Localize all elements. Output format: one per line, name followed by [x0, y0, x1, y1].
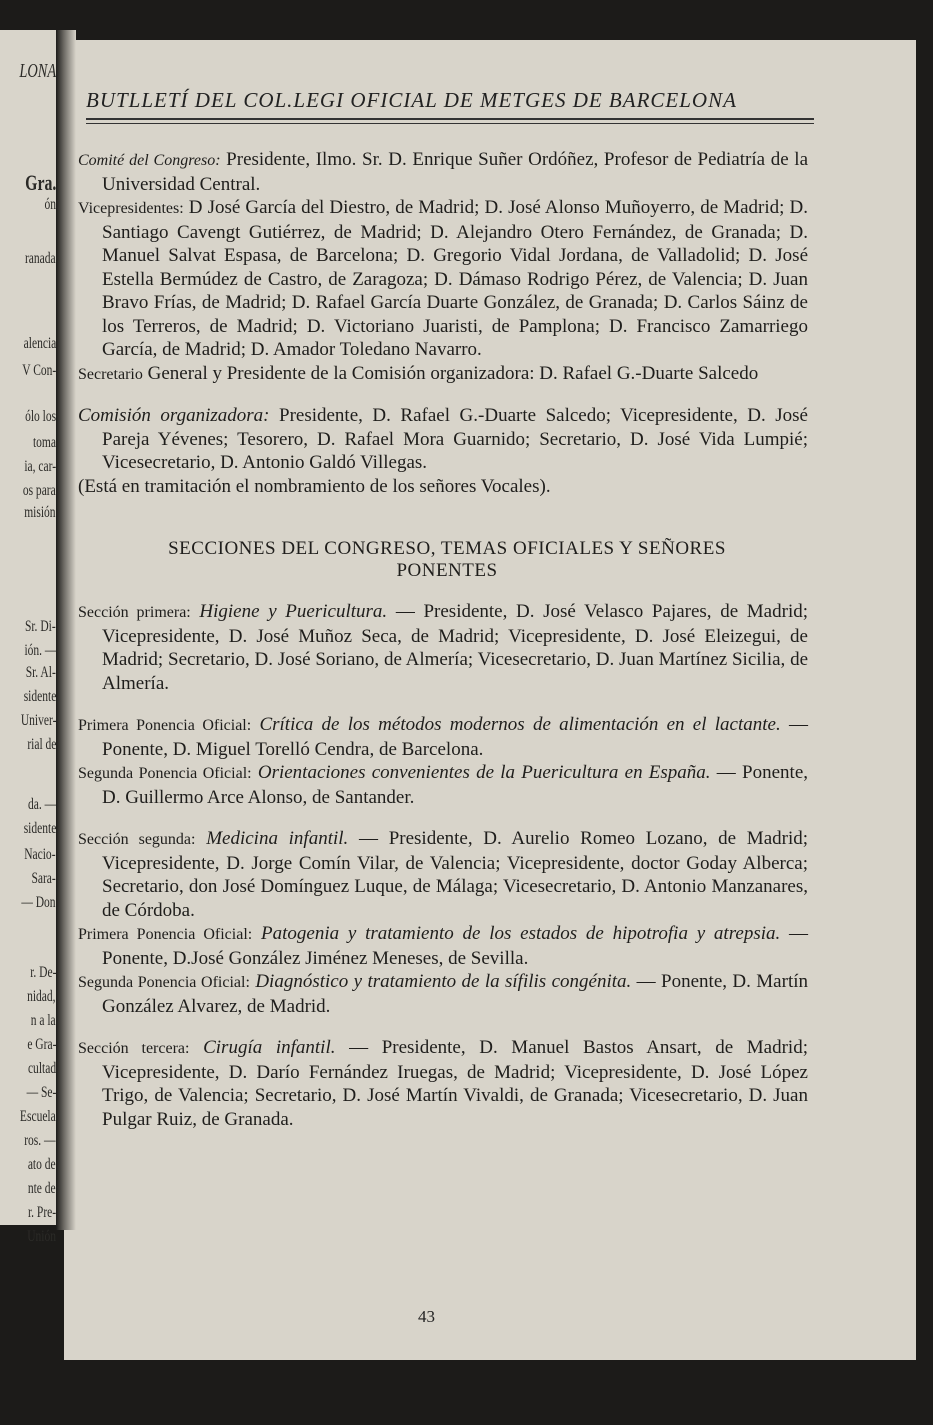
paragraph-secretario — [78, 362, 808, 387]
paragraph-vicepresidentes — [78, 196, 808, 362]
topic: Crítica de los métodos modernos de alimentación en el lactante. — [259, 714, 781, 735]
facing-page-fragment: ión. — — [23, 642, 56, 659]
facing-page-edge — [0, 30, 62, 1245]
label: Vicepresidentes: — [78, 200, 184, 217]
facing-page-fragment: r. De- — [29, 964, 56, 981]
paragraph-text: — Ponente, D.José González Jiménez Meneses, de Sevilla. — [102, 923, 809, 969]
facing-page-fragment: alencia — [23, 335, 56, 352]
section-title-line1: SECCIONES DEL CONGRESO, TEMAS OFICIALES Y SEÑORES — [168, 538, 726, 559]
facing-page-fragment: — Don — [21, 894, 56, 911]
facing-page-fragment: Sr. Al- — [25, 664, 56, 681]
topic: Diagnóstico y tratamiento de la sífilis congénita. — [255, 971, 632, 992]
paragraph-text: Presidente, Ilmo. Sr. D. Enrique Suñer Ordóñez, Profesor de Pediatría de la Universidad Central. — [102, 149, 809, 195]
paragraph-ponencia-2-1 — [78, 922, 808, 970]
facing-page-fragment: ólo los — [24, 408, 56, 425]
paragraph-text: — Presidente, D. Aurelio Romeo Lozano, de Madrid; Vicepresidente, D. Jorge Comín Vilar, de Valencia; Vicepresidente, doctor Goday Alberca; Secretario, don José Domínguez Luque, de Málaga; Vicesecretario, D. Antonio Manzanares, de Córdoba. — [102, 828, 809, 921]
paragraph-comision — [78, 404, 808, 475]
paragraph-text: D José García del Diestro, de Madrid; D. José Alonso Muñoyerro, de Madrid; D. Santiago Cavengt Gutiérrez, de Madrid; D. Alejandro Otero Fernández, de Granada; D. Manuel Salvat Espasa, de Barcelona; D. Gregorio Vidal Jordana, de Valladolid; D. José Estella Bermúdez de Castro, de Zaragoza; D. Dámaso Rodrigo Pérez, de Valencia; D. Juan Bravo Frías, de Madrid; D. Rafael García Duarte González, de Granada; D. Carlos Sáinz de los Terreros, de Madrid; D. Victoriano Juaristi, de Pamplona; D. Francisco Zamarriego García, de Madrid; D. Amador Toledano Navarro. — [102, 197, 808, 360]
section-title — [78, 538, 808, 582]
paragraph-ponencia-2-2 — [78, 970, 808, 1018]
facing-page-fragment: ranada — [25, 250, 56, 267]
label: Primera Ponencia Oficial: — [78, 926, 253, 943]
paragraph-text: Presidente, D. Rafael G.-Duarte Salcedo; Vicepresidente, D. José Pareja Yévenes; Tesorero, D. Rafael Mora Guarnido; Secretario, D. José Vida Lumpié; Vicesecretario, D. Antonio Galdó Villegas. — [102, 405, 808, 473]
paragraph-text: — Ponente, D. Miguel Torelló Cendra, de Barcelona. — [102, 714, 809, 760]
facing-page-fragment: e Gra- — [26, 1036, 56, 1053]
facing-page-fragment: ros. — — [24, 1132, 56, 1149]
paragraph-seccion-3 — [78, 1036, 808, 1131]
facing-page-fragment: cultad — [27, 1060, 56, 1077]
facing-page-fragment: Gra. — [24, 170, 56, 195]
topic: Patogenia y tratamiento de los estados de hipotrofia y atrepsia. — [261, 923, 781, 944]
facing-page-fragment: ón — [44, 196, 56, 213]
running-header: BUTLLETÍ DEL COL.LEGI OFICIAL DE METGES DE BARCELONA — [86, 88, 737, 112]
facing-page-fragment: os para — [23, 482, 56, 499]
paragraph-seccion-2 — [78, 827, 808, 922]
paragraph-ponencia-1-2 — [78, 761, 808, 809]
topic: Orientaciones convenientes de la Puericultura en España. — [257, 762, 711, 783]
facing-page-fragment: nidad, — [27, 988, 56, 1005]
label: Sección segunda: — [78, 831, 196, 848]
paragraph-text: — Presidente, D. José Velasco Pajares, de Madrid; Vicepresidente, D. José Muñoz Seca, de Madrid; Vicepresidente, D. José Eleizegui, de Madrid; Secretario, D. José Soriano, de Almería; Vicesecretario, D. Juan Martínez Sicilia, de Almería. — [102, 601, 808, 694]
facing-page-fragment: toma — [32, 434, 56, 451]
facing-page-fragment: n a la — [31, 1012, 56, 1029]
facing-page-fragment: LONA — [19, 60, 56, 82]
label: Comité del Congreso: — [78, 152, 221, 169]
facing-page-fragment: sidente — [23, 688, 56, 705]
topic: Cirugía infantil. — [203, 1037, 336, 1058]
topic: Higiene y Puericultura. — [199, 601, 388, 622]
book-gutter — [56, 30, 76, 1230]
facing-page-fragment: sidente — [23, 820, 56, 837]
label: Sección primera: — [78, 604, 191, 621]
page-body — [78, 148, 808, 1131]
paragraph-ponencia-1-1 — [78, 713, 808, 761]
facing-page-fragment: Univer- — [20, 712, 56, 729]
facing-page-fragment: Unión — [27, 1228, 56, 1245]
facing-page-fragment: rial de — [26, 736, 56, 753]
facing-page-fragment: da. — — [27, 796, 56, 813]
facing-page-fragment: Sara- — [31, 870, 56, 887]
header-rule-thin — [86, 123, 814, 124]
facing-page-fragment: ia, car- — [24, 458, 56, 475]
facing-page-fragment: r. Pre- — [27, 1204, 56, 1221]
facing-page-fragment: Nacio- — [24, 846, 56, 863]
label: Segunda Ponencia Oficial: — [78, 974, 250, 991]
facing-page-fragment: ato de — [28, 1156, 56, 1173]
paragraph-text: — Presidente, D. Manuel Bastos Ansart, de Madrid; Vicepresidente, D. Darío Fernández Iruegas, de Madrid; Vicepresidente, D. José López Trigo, de Valencia; Secretario, D. José Martín Vivaldi, de Granada; Vicesecretario, D. Juan Pulgar Ruiz, de Granada. — [102, 1037, 808, 1130]
facing-page-fragment: V Con- — [21, 362, 56, 379]
facing-page-fragment: Escuela — [20, 1108, 56, 1125]
label: Segunda Ponencia Oficial: — [78, 765, 252, 782]
facing-page-fragment: — Se- — [26, 1084, 56, 1101]
paragraph-text: General y Presidente de la Comisión organizadora: D. Rafael G.-Duarte Salcedo — [142, 362, 759, 384]
paragraph-nota: (Está en tramitación el nombramiento de los señores Vocales). — [78, 475, 551, 497]
label: Primera Ponencia Oficial: — [78, 717, 252, 734]
label: Secretario — [78, 365, 143, 383]
section-title-line2: PONENTES — [396, 560, 498, 581]
facing-page-fragment: Sr. Di- — [25, 618, 56, 635]
label: Sección tercera: — [78, 1040, 190, 1057]
label: Comisión organizadora: — [78, 405, 270, 426]
facing-page-fragment: misión — [24, 504, 56, 521]
facing-page-fragment: nte de — [28, 1180, 56, 1197]
page-number: 43 — [418, 1307, 435, 1326]
paragraph-text: — Ponente, D. Guillermo Arce Alonso, de Santander. — [102, 762, 809, 808]
paragraph-text: — Ponente, D. Martín González Alvarez, de Madrid. — [102, 971, 808, 1017]
paragraph-comite — [78, 148, 808, 196]
topic: Medicina infantil. — [206, 828, 349, 849]
header-rule — [86, 118, 814, 120]
paragraph-seccion-1 — [78, 600, 808, 695]
